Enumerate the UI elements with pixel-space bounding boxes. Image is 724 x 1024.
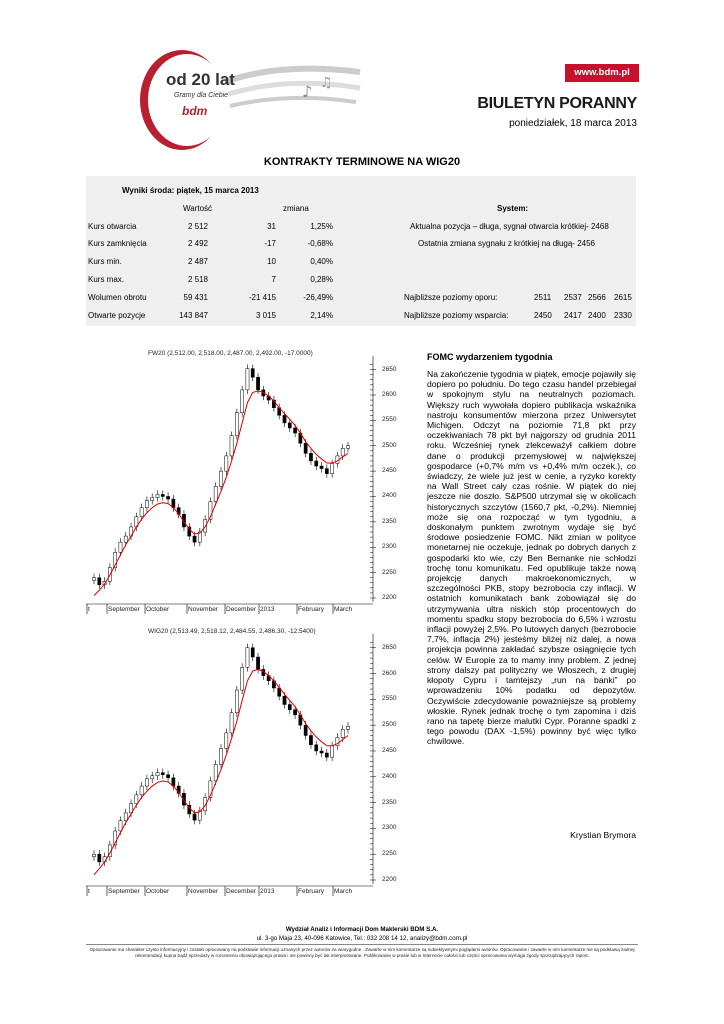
y-tick-label: 2300 bbox=[382, 543, 397, 551]
row-pct: 0,28% bbox=[310, 275, 333, 284]
bdm-anniversary-logo bbox=[130, 42, 370, 152]
candle bbox=[315, 457, 318, 470]
logo-text: od 20 lat bbox=[166, 70, 235, 89]
candle bbox=[145, 775, 148, 790]
moving-average-line bbox=[94, 669, 348, 874]
candle bbox=[346, 722, 349, 733]
svg-text:♫: ♫ bbox=[320, 75, 333, 91]
candle bbox=[241, 663, 244, 694]
x-tick-label: February bbox=[298, 606, 325, 613]
candle bbox=[246, 365, 249, 394]
moving-average-line bbox=[94, 391, 348, 596]
candle bbox=[188, 801, 191, 818]
resistance-level: 2400 bbox=[588, 311, 606, 320]
resistance-label: Najbliższe poziomy wsparcia: bbox=[404, 311, 509, 320]
results-caption: Wyniki środa: piątek, 15 marca 2013 bbox=[122, 186, 259, 195]
row-value: 2 492 bbox=[187, 239, 208, 248]
y-tick-label: 2350 bbox=[382, 798, 397, 806]
candle bbox=[156, 490, 159, 501]
candle bbox=[235, 409, 238, 440]
candle bbox=[225, 452, 228, 475]
y-tick-label: 2450 bbox=[382, 746, 397, 754]
candle bbox=[92, 850, 95, 861]
y-tick-label: 2550 bbox=[382, 695, 397, 703]
candle bbox=[320, 747, 323, 757]
y-tick-label: 2500 bbox=[382, 441, 397, 449]
x-tick-label: February bbox=[298, 888, 325, 895]
y-tick-label: 2450 bbox=[382, 467, 397, 475]
article-title: FOMC wydarzeniem tygodnia bbox=[427, 352, 553, 362]
y-tick-label: 2400 bbox=[382, 492, 397, 500]
support-level: 2537 bbox=[564, 293, 582, 302]
row-pct: -26,49% bbox=[303, 293, 333, 302]
chart-svg bbox=[86, 628, 386, 900]
row-value: 2 518 bbox=[187, 275, 208, 284]
candle bbox=[188, 523, 191, 540]
candle bbox=[166, 492, 169, 503]
row-change: 3 015 bbox=[255, 311, 276, 320]
x-tick-label: December bbox=[226, 888, 256, 895]
candle bbox=[198, 807, 201, 825]
candle bbox=[219, 744, 222, 768]
x-tick-label: September bbox=[108, 606, 140, 613]
footer-address: ul. 3-go Maja 23, 40-096 Katowice, Tel.: 032 208 14 12, analizy@bdm.com.pl bbox=[256, 935, 468, 942]
website-link[interactable]: www.bdm.pl bbox=[565, 64, 639, 82]
row-pct: 0,40% bbox=[310, 257, 333, 266]
system-last-change: Ostatnia zmiana sygnału z krótkiej na długą- 2456 bbox=[418, 239, 595, 248]
chart-svg bbox=[86, 350, 386, 618]
candle bbox=[161, 490, 164, 500]
row-label: Kurs min. bbox=[88, 257, 122, 266]
y-tick-label: 2300 bbox=[382, 824, 397, 832]
candle bbox=[315, 741, 318, 755]
footer-disclaimer: Opracowanie ma charakter czysto informacyjny i zostało opracowany na podstawie informacji uznanych przez autorów za wiarygodne . Zawarte w nim komentarze są subiektywnymi poglądami autorów. Opracowanie i zawarte w nim komentarze nie są podstawą żadnej rekomendacji kupna bądź sprzedaży w rozumieniu obowiązującego prawa i nie powinny być tak interpretowane. Publikowanie w prasie lub w Internecie całości lub części opracowania wymaga zgody sporządzających raport. bbox=[89, 947, 635, 958]
row-value: 143 847 bbox=[179, 311, 208, 320]
candle bbox=[225, 729, 228, 753]
y-tick-label: 2600 bbox=[382, 669, 397, 677]
candle bbox=[272, 677, 275, 692]
candle bbox=[267, 392, 270, 404]
x-tick-label: November bbox=[188, 606, 218, 613]
row-label: Kurs max. bbox=[88, 275, 125, 284]
resistance-level: 2417 bbox=[564, 311, 582, 320]
resistance-level: 2450 bbox=[534, 311, 552, 320]
candle bbox=[256, 653, 259, 674]
y-tick-label: 2650 bbox=[382, 365, 397, 373]
x-tick-label: March bbox=[334, 606, 353, 613]
x-tick-label: t bbox=[88, 606, 90, 613]
y-tick-label: 2650 bbox=[382, 643, 397, 651]
bulletin-date: poniedziałek, 18 marca 2013 bbox=[509, 118, 637, 129]
x-tick-label: t bbox=[88, 888, 90, 895]
section-title: KONTRAKTY TERMINOWE NA WIG20 bbox=[263, 156, 461, 168]
y-tick-label: 2200 bbox=[382, 876, 397, 883]
row-pct: -0,68% bbox=[307, 239, 333, 248]
candle bbox=[309, 449, 312, 465]
support-label: Najbliższe poziomy oporu: bbox=[404, 293, 498, 302]
candle bbox=[92, 574, 95, 585]
wig20-chart bbox=[86, 628, 397, 900]
candle bbox=[267, 671, 270, 684]
row-label: Kurs zamknięcia bbox=[88, 239, 147, 248]
col-header-value: Wartość bbox=[183, 204, 213, 213]
svg-text:♪: ♪ bbox=[302, 82, 313, 101]
x-tick-label: November bbox=[188, 888, 218, 895]
candle bbox=[346, 442, 349, 453]
row-change: -17 bbox=[264, 239, 276, 248]
candle bbox=[230, 709, 233, 737]
x-tick-label: 2013 bbox=[260, 888, 275, 895]
candle bbox=[98, 850, 101, 866]
x-tick-label: 2013 bbox=[260, 606, 275, 613]
results-table bbox=[86, 176, 636, 326]
support-level: 2615 bbox=[614, 293, 632, 302]
candle bbox=[251, 365, 254, 382]
support-level: 2566 bbox=[588, 293, 606, 302]
y-tick-label: 2400 bbox=[382, 772, 397, 780]
y-tick-label: 2550 bbox=[382, 416, 397, 424]
candle bbox=[272, 396, 275, 412]
row-pct: 2,14% bbox=[310, 311, 333, 320]
row-pct: 1,25% bbox=[310, 222, 333, 231]
footer-divider bbox=[86, 944, 638, 945]
col-header-change: zmiana bbox=[283, 204, 309, 213]
row-value: 59 431 bbox=[183, 293, 208, 302]
row-label: Wolumen obrotu bbox=[88, 293, 147, 302]
row-change: -21 415 bbox=[248, 293, 276, 302]
candle bbox=[98, 574, 101, 589]
candle bbox=[166, 771, 169, 782]
row-label: Otwarte pozycje bbox=[88, 311, 146, 320]
candle bbox=[251, 644, 254, 662]
row-value: 2 512 bbox=[187, 222, 208, 231]
x-tick-label: October bbox=[146, 606, 170, 613]
support-level: 2511 bbox=[534, 293, 552, 302]
logo-tagline: Gramy dla Ciebie bbox=[174, 92, 229, 99]
system-position: Aktualna pozycja – długa, sygnał otwarcia krótkiej- 2468 bbox=[410, 222, 609, 231]
candle bbox=[320, 462, 323, 473]
candle bbox=[161, 769, 164, 779]
row-change: 31 bbox=[267, 222, 276, 231]
row-label: Kurs otwarcia bbox=[88, 222, 137, 231]
candle bbox=[151, 493, 154, 504]
y-tick-label: 2200 bbox=[382, 594, 397, 601]
chart-title: WIG20 (2,513.49, 2,518.12, 2,484.55, 2,486.30, -12.5400) bbox=[148, 628, 316, 635]
candle bbox=[145, 496, 148, 511]
candle bbox=[325, 465, 328, 478]
y-tick-label: 2600 bbox=[382, 390, 397, 398]
x-tick-label: December bbox=[226, 606, 256, 613]
y-tick-label: 2350 bbox=[382, 517, 397, 525]
candle bbox=[219, 467, 222, 490]
candle bbox=[325, 749, 328, 761]
row-change: 10 bbox=[267, 257, 276, 266]
y-tick-label: 2250 bbox=[382, 568, 397, 576]
candle bbox=[331, 742, 334, 762]
chart-title: FW20 (2,512.00, 2,518.00, 2,487.00, 2,492.00, -17.0000) bbox=[148, 350, 313, 357]
article-author: Krystian Brymora bbox=[570, 830, 636, 840]
candle bbox=[156, 769, 159, 780]
candle bbox=[241, 386, 244, 417]
resistance-level: 2330 bbox=[614, 311, 632, 320]
x-tick-label: October bbox=[146, 888, 170, 895]
article-body: Na zakończenie tygodnia w piątek, emocje pojawiły się dopiero po południu. Do tego czasu handel przebiegał w spokojnym stylu na neutralnych poziomach. Większy ruch wywołała dopiero publikacja wskaźnika nastroju konsumentów mierzona przez Uniwersytet Michigen. Odczyt na poziomie 71,8 pkt przy oczekiwaniach 78 pkt był najgorszy od grudnia 2011 roku. Wcześniej rynek zlekceważył całkiem dobre dane o produkcji przemysłowej w największej gospodarce (+0,7% m/m vs +0,4% m/m oczek.), co świadczy, że wiele już jest w cenie, a ryzyko korekty na Wall Street cały czas rośnie. W piątek do niej jeszcze nie doszło. S&P500 utrzymał się w okolicach historycznych szczytów (1560,7 pkt, -0,2%). Niemniej może się ona rozpocząć w tym tygodniu, a doskonałym punktem zwrotnym wydaje się być środowe posiedzenie FOMC. Nikt zmian w polityce monetarnej nie oczekuje, jednak po dobrych danych z gospodarki kto wie, czy Ben Bernanke nie schłodzi trochę tonu komunikatu. Fed opublikuje także nową projekcję danych makroekonomicznych, w szczególności PKB, stopy bezrobocia czy inflacji. W ostatnich komunikatach bank zobowiązał się do utrzymywania ultra niskich stóp procentowych do momentu spadku stopy bezrobocia do 6,5% i wzrostu inflacji powyżej 2,5%. Po lutowych danych (bezrobocie 7,7%, inflacja 2%) jesteśmy bliżej niż dalej, a nowa projekcja powinna zakładać szybsze osiągnięcie tych celów. W Europie za to mamy inny problem. Z jednej strony dalszy pat polityczny we Włoszech, z drugiej kłopoty Cypru i tamtejszy „run na banki” po wprowadzeniu 10% podatku od depozytów. Oczywiście zdecydowanie poważniejsze są problemy włoskie. Rynek jednak trochę o tym zapomina i dziś rano na tapetę bierze malutki Cypr. Poranne spadki z tego powodu (DAX -1,5%) powinny być więc tylko chwilowe. bbox=[427, 369, 636, 747]
candle bbox=[336, 733, 339, 750]
candle bbox=[151, 772, 154, 783]
row-change: 7 bbox=[271, 275, 276, 284]
candle bbox=[309, 731, 312, 749]
candle bbox=[246, 644, 249, 672]
candle bbox=[177, 782, 180, 797]
candle bbox=[198, 528, 201, 546]
row-value: 2 487 bbox=[187, 257, 208, 266]
bulletin-title: BIULETYN PORANNY bbox=[477, 95, 637, 112]
x-tick-label: September bbox=[108, 888, 140, 895]
y-tick-label: 2500 bbox=[382, 721, 397, 729]
fw20-chart bbox=[86, 350, 397, 618]
x-tick-label: March bbox=[334, 888, 353, 895]
y-tick-label: 2250 bbox=[382, 850, 397, 858]
logo-brand: bdm bbox=[182, 104, 208, 118]
footer-company: Wydział Analiz i Informacji Dom Maklerski BDM S.A. bbox=[285, 926, 439, 933]
candle bbox=[235, 686, 238, 717]
col-header-system: System: bbox=[497, 204, 529, 213]
